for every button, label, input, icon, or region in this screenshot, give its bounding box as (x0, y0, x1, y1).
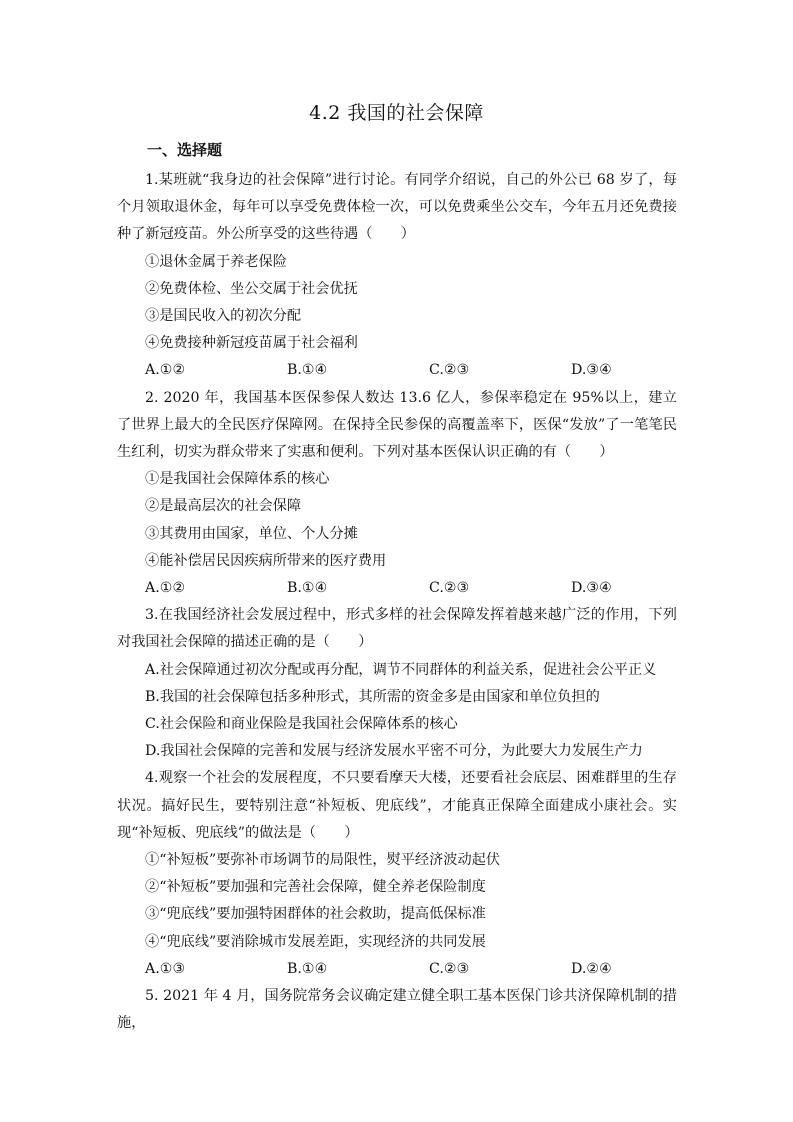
question-stem: 2. 2020 年，我国基本医保参保人数达 13.6 亿人，参保率稳定在 95%以上，建立了世界上最大的全民医疗保障网。在保持全民参保的高覆盖率下，医保“发放”了一笔笔民生红利，切实为群众带来了实惠和便利。下列对基本医保认识正确的有（ ） (117, 389, 677, 461)
choice-d: D.③④ (571, 362, 612, 379)
question-list (117, 167, 677, 1038)
section-heading: 一、选择题 (147, 141, 223, 159)
choice-b: B.①④ (287, 580, 328, 597)
statement-item: ③是国民收入的初次分配 (145, 308, 302, 325)
page-title: 4.2 我国的社会保障 (309, 102, 484, 124)
statement-item: ④免费接种新冠疫苗属于社会福利 (145, 335, 358, 352)
choice-d: D.我国社会保障的完善和发展与经济发展水平密不可分，为此要大力发展生产力 (145, 743, 643, 760)
statement-item: ①“补短板”要弥补市场调节的局限性，熨平经济波动起伏 (145, 852, 501, 869)
question-3 (117, 602, 677, 765)
statement-item: ④能补偿居民因疾病所带来的医疗费用 (145, 552, 387, 569)
choice-c: C.②③ (429, 960, 470, 977)
question-stem: 1.某班就“我身边的社会保障”进行讨论。有同学介绍说，自己的外公已 68 岁了，每个月领取退休金，每年可以享受免费体检一次，可以免费乘坐公交车，今年五月还免费接种了新冠疫苗。外公所享受的这些待遇（ ） (117, 172, 677, 243)
choice-c: C.社会保险和商业保险是我国社会保障体系的核心 (145, 716, 458, 733)
question-stem: 5. 2021 年 4 月，国务院常务会议确定建立健全职工基本医保门诊共济保障机制的措施， (117, 988, 677, 1032)
statement-item: ④“兜底线”要消除城市发展差距，实现经济的共同发展 (145, 933, 486, 950)
statement-item: ②“补短板”要加强和完善社会保障，健全养老保险制度 (145, 879, 486, 896)
question-5 (117, 983, 677, 1037)
choice-a: A.①③ (145, 960, 186, 977)
question-4 (117, 765, 677, 983)
choice-b: B.我国的社会保障包括多种形式，其所需的资金多是由国家和单位负担的 (145, 688, 600, 705)
choice-c: C.②③ (429, 580, 470, 597)
statement-item: ②免费体检、坐公交属于社会优抚 (145, 280, 358, 297)
question-2 (117, 385, 677, 603)
choice-b: B.①④ (287, 960, 328, 977)
statement-item: ①是我国社会保障体系的核心 (145, 471, 330, 488)
answer-choices (117, 575, 677, 602)
choice-a: A.①② (145, 580, 186, 597)
statement-item: ③“兜底线”要加强特困群体的社会救助，提高低保标准 (145, 906, 486, 923)
statement-item: ③其费用由国家，单位、个人分摊 (145, 525, 358, 542)
answer-choices (117, 357, 677, 384)
statement-item: ②是最高层次的社会保障 (145, 498, 302, 515)
statement-item: ①退休金属于养老保险 (145, 253, 287, 270)
choice-c: C.②③ (429, 362, 470, 379)
choice-d: D.③④ (571, 580, 612, 597)
question-stem: 3.在我国经济社会发展过程中，形式多样的社会保障发挥着越来越广泛的作用，下列对我国社会保障的描述正确的是（ ） (117, 607, 677, 651)
choice-d: D.②④ (571, 960, 612, 977)
choice-a: A.社会保障通过初次分配或再分配，调节不同群体的利益关系，促进社会公平正义 (145, 661, 657, 678)
choice-a: A.①② (145, 362, 186, 379)
answer-choices (117, 956, 677, 983)
question-1 (117, 167, 677, 385)
choice-b: B.①④ (287, 362, 328, 379)
question-stem: 4.观察一个社会的发展程度，不只要看摩天大楼，还要看社会底层、困难群里的生存状况。搞好民生，要特别注意“补短板、兜底线”，才能真正保障全面建成小康社会。实现“补短板、兜底线”的做法是（ ） (117, 770, 677, 841)
